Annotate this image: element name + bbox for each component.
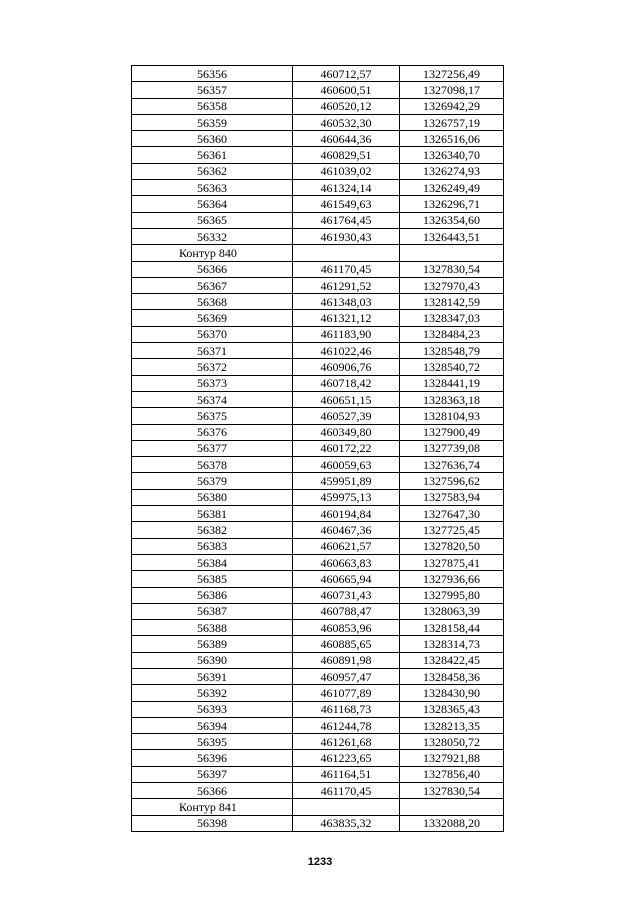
point-number-cell: 56361	[132, 147, 293, 163]
x-coordinate-cell: 463835,32	[293, 815, 400, 831]
y-coordinate-cell: 1328347,03	[400, 310, 504, 326]
point-number-cell: 56381	[132, 506, 293, 522]
y-coordinate-cell: 1327739,08	[400, 440, 504, 456]
x-coordinate-cell: 460532,30	[293, 114, 400, 130]
x-coordinate-cell: 460644,36	[293, 131, 400, 147]
table-row	[132, 359, 504, 375]
x-coordinate-cell: 461077,89	[293, 685, 400, 701]
x-coordinate-cell: 460651,15	[293, 391, 400, 407]
table-row	[132, 571, 504, 587]
point-number-cell: 56366	[132, 261, 293, 277]
coordinates-table	[131, 65, 504, 832]
x-coordinate-cell: 460172,22	[293, 440, 400, 456]
x-coordinate-cell: 461164,51	[293, 766, 400, 782]
x-coordinate-cell: 460712,57	[293, 66, 400, 82]
point-number-cell: 56390	[132, 652, 293, 668]
x-coordinate-cell: 460853,96	[293, 620, 400, 636]
table-row	[132, 636, 504, 652]
y-coordinate-cell: 1326354,60	[400, 212, 504, 228]
y-coordinate-cell: 1327970,43	[400, 277, 504, 293]
contour-label: Контур 841	[132, 799, 293, 815]
table-row	[132, 277, 504, 293]
table-row	[132, 228, 504, 244]
y-coordinate-cell: 1327636,74	[400, 457, 504, 473]
y-coordinate-cell: 1328441,19	[400, 375, 504, 391]
table-row	[132, 473, 504, 489]
y-coordinate-cell: 1326443,51	[400, 228, 504, 244]
x-coordinate-cell: 461261,68	[293, 734, 400, 750]
point-number-cell: 56362	[132, 163, 293, 179]
y-coordinate-cell: 1326516,06	[400, 131, 504, 147]
table-row	[132, 457, 504, 473]
y-coordinate-cell: 1327647,30	[400, 506, 504, 522]
x-coordinate-cell: 460059,63	[293, 457, 400, 473]
x-coordinate-cell: 461244,78	[293, 717, 400, 733]
point-number-cell: 56395	[132, 734, 293, 750]
x-coordinate-cell: 461321,12	[293, 310, 400, 326]
y-coordinate-cell: 1327256,49	[400, 66, 504, 82]
page-number: 1233	[307, 856, 333, 868]
y-coordinate-cell: 1327995,80	[400, 587, 504, 603]
point-number-cell: 56389	[132, 636, 293, 652]
x-coordinate-cell: 461764,45	[293, 212, 400, 228]
y-coordinate-cell: 1327098,17	[400, 82, 504, 98]
x-coordinate-cell: 460520,12	[293, 98, 400, 114]
coordinates-table-body	[132, 66, 504, 832]
table-row	[132, 82, 504, 98]
table-row	[132, 668, 504, 684]
y-coordinate-cell: 1327725,45	[400, 522, 504, 538]
point-number-cell: 56388	[132, 620, 293, 636]
empty-cell	[400, 799, 504, 815]
contour-header-row	[132, 245, 504, 261]
y-coordinate-cell: 1326274,93	[400, 163, 504, 179]
point-number-cell: 56364	[132, 196, 293, 212]
table-row	[132, 766, 504, 782]
y-coordinate-cell: 1328422,45	[400, 652, 504, 668]
point-number-cell: 56375	[132, 408, 293, 424]
table-row	[132, 261, 504, 277]
x-coordinate-cell: 461039,02	[293, 163, 400, 179]
point-number-cell: 56396	[132, 750, 293, 766]
x-coordinate-cell: 461291,52	[293, 277, 400, 293]
x-coordinate-cell: 461348,03	[293, 294, 400, 310]
y-coordinate-cell: 1328050,72	[400, 734, 504, 750]
point-number-cell: 56383	[132, 538, 293, 554]
x-coordinate-cell: 459975,13	[293, 489, 400, 505]
point-number-cell: 56332	[132, 228, 293, 244]
y-coordinate-cell: 1327820,50	[400, 538, 504, 554]
y-coordinate-cell: 1328142,59	[400, 294, 504, 310]
x-coordinate-cell: 460891,98	[293, 652, 400, 668]
y-coordinate-cell: 1327900,49	[400, 424, 504, 440]
x-coordinate-cell: 460829,51	[293, 147, 400, 163]
point-number-cell: 56370	[132, 326, 293, 342]
table-row	[132, 326, 504, 342]
y-coordinate-cell: 1328104,93	[400, 408, 504, 424]
contour-header-row	[132, 799, 504, 815]
point-number-cell: 56359	[132, 114, 293, 130]
table-row	[132, 587, 504, 603]
x-coordinate-cell: 461022,46	[293, 343, 400, 359]
x-coordinate-cell: 460731,43	[293, 587, 400, 603]
table-row	[132, 620, 504, 636]
table-row	[132, 147, 504, 163]
table-row	[132, 701, 504, 717]
y-coordinate-cell: 1327921,88	[400, 750, 504, 766]
y-coordinate-cell: 1327596,62	[400, 473, 504, 489]
table-row	[132, 489, 504, 505]
y-coordinate-cell: 1326757,19	[400, 114, 504, 130]
table-row	[132, 196, 504, 212]
y-coordinate-cell: 1328365,43	[400, 701, 504, 717]
point-number-cell: 56373	[132, 375, 293, 391]
y-coordinate-cell: 1327936,66	[400, 571, 504, 587]
table-row	[132, 750, 504, 766]
empty-cell	[400, 245, 504, 261]
x-coordinate-cell: 460718,42	[293, 375, 400, 391]
table-row	[132, 114, 504, 130]
table-row	[132, 163, 504, 179]
table-row	[132, 815, 504, 831]
point-number-cell: 56366	[132, 783, 293, 799]
x-coordinate-cell: 461168,73	[293, 701, 400, 717]
x-coordinate-cell: 461183,90	[293, 326, 400, 342]
y-coordinate-cell: 1326942,29	[400, 98, 504, 114]
point-number-cell: 56380	[132, 489, 293, 505]
table-row	[132, 310, 504, 326]
point-number-cell: 56369	[132, 310, 293, 326]
y-coordinate-cell: 1327875,41	[400, 554, 504, 570]
x-coordinate-cell: 460663,83	[293, 554, 400, 570]
point-number-cell: 56384	[132, 554, 293, 570]
point-number-cell: 56374	[132, 391, 293, 407]
table-row	[132, 98, 504, 114]
table-row	[132, 131, 504, 147]
point-number-cell: 56357	[132, 82, 293, 98]
y-coordinate-cell: 1328458,36	[400, 668, 504, 684]
table-row	[132, 652, 504, 668]
x-coordinate-cell: 461324,14	[293, 180, 400, 196]
x-coordinate-cell: 460885,65	[293, 636, 400, 652]
point-number-cell: 56378	[132, 457, 293, 473]
point-number-cell: 56382	[132, 522, 293, 538]
table-row	[132, 424, 504, 440]
point-number-cell: 56394	[132, 717, 293, 733]
point-number-cell: 56367	[132, 277, 293, 293]
point-number-cell: 56371	[132, 343, 293, 359]
y-coordinate-cell: 1328363,18	[400, 391, 504, 407]
y-coordinate-cell: 1326340,70	[400, 147, 504, 163]
point-number-cell: 56363	[132, 180, 293, 196]
x-coordinate-cell: 460788,47	[293, 603, 400, 619]
table-row	[132, 506, 504, 522]
empty-cell	[293, 799, 400, 815]
table-row	[132, 212, 504, 228]
empty-cell	[293, 245, 400, 261]
point-number-cell: 56387	[132, 603, 293, 619]
table-row	[132, 66, 504, 82]
x-coordinate-cell: 460665,94	[293, 571, 400, 587]
point-number-cell: 56368	[132, 294, 293, 310]
table-row	[132, 375, 504, 391]
point-number-cell: 56372	[132, 359, 293, 375]
y-coordinate-cell: 1328158,44	[400, 620, 504, 636]
y-coordinate-cell: 1326249,49	[400, 180, 504, 196]
x-coordinate-cell: 460349,80	[293, 424, 400, 440]
x-coordinate-cell: 461930,43	[293, 228, 400, 244]
x-coordinate-cell: 461549,63	[293, 196, 400, 212]
point-number-cell: 56365	[132, 212, 293, 228]
table-row	[132, 294, 504, 310]
y-coordinate-cell: 1328484,23	[400, 326, 504, 342]
table-row	[132, 734, 504, 750]
y-coordinate-cell: 1328063,39	[400, 603, 504, 619]
table-row	[132, 522, 504, 538]
table-row	[132, 554, 504, 570]
point-number-cell: 56385	[132, 571, 293, 587]
point-number-cell: 56391	[132, 668, 293, 684]
point-number-cell: 56397	[132, 766, 293, 782]
x-coordinate-cell: 460957,47	[293, 668, 400, 684]
table-row	[132, 180, 504, 196]
table-row	[132, 783, 504, 799]
point-number-cell: 56376	[132, 424, 293, 440]
y-coordinate-cell: 1326296,71	[400, 196, 504, 212]
point-number-cell: 56392	[132, 685, 293, 701]
point-number-cell: 56358	[132, 98, 293, 114]
point-number-cell: 56356	[132, 66, 293, 82]
table-row	[132, 408, 504, 424]
y-coordinate-cell: 1327830,54	[400, 261, 504, 277]
x-coordinate-cell: 460527,39	[293, 408, 400, 424]
y-coordinate-cell: 1327856,40	[400, 766, 504, 782]
point-number-cell: 56360	[132, 131, 293, 147]
table-row	[132, 538, 504, 554]
table-row	[132, 440, 504, 456]
x-coordinate-cell: 460621,57	[293, 538, 400, 554]
x-coordinate-cell: 460600,51	[293, 82, 400, 98]
y-coordinate-cell: 1328548,79	[400, 343, 504, 359]
x-coordinate-cell: 460194,84	[293, 506, 400, 522]
point-number-cell: 56398	[132, 815, 293, 831]
y-coordinate-cell: 1327830,54	[400, 783, 504, 799]
point-number-cell: 56386	[132, 587, 293, 603]
point-number-cell: 56393	[132, 701, 293, 717]
table-row	[132, 391, 504, 407]
y-coordinate-cell: 1332088,20	[400, 815, 504, 831]
x-coordinate-cell: 461223,65	[293, 750, 400, 766]
y-coordinate-cell: 1328213,35	[400, 717, 504, 733]
table-row	[132, 717, 504, 733]
contour-label: Контур 840	[132, 245, 293, 261]
point-number-cell: 56377	[132, 440, 293, 456]
point-number-cell: 56379	[132, 473, 293, 489]
x-coordinate-cell: 460467,36	[293, 522, 400, 538]
x-coordinate-cell: 461170,45	[293, 261, 400, 277]
y-coordinate-cell: 1328540,72	[400, 359, 504, 375]
x-coordinate-cell: 461170,45	[293, 783, 400, 799]
x-coordinate-cell: 459951,89	[293, 473, 400, 489]
y-coordinate-cell: 1328314,73	[400, 636, 504, 652]
y-coordinate-cell: 1327583,94	[400, 489, 504, 505]
table-row	[132, 343, 504, 359]
table-row	[132, 603, 504, 619]
y-coordinate-cell: 1328430,90	[400, 685, 504, 701]
table-row	[132, 685, 504, 701]
x-coordinate-cell: 460906,76	[293, 359, 400, 375]
